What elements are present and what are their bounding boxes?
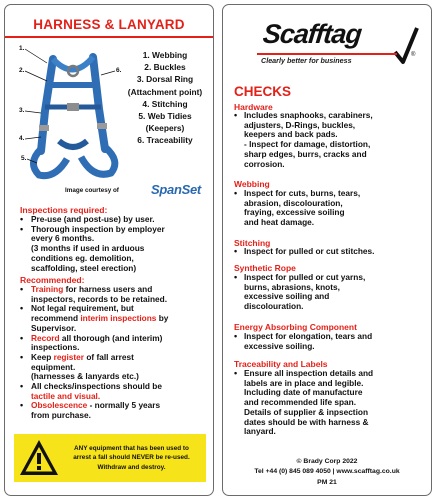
section-stitching-list xyxy=(244,247,426,257)
section-hardware-list xyxy=(244,111,426,169)
list-text: by xyxy=(156,313,169,324)
checks-heading: CHECKS xyxy=(234,84,292,99)
card-footer xyxy=(223,457,431,488)
scafftag-logo xyxy=(243,18,419,78)
list-item: (harnesses & lanyards etc.) xyxy=(31,371,139,382)
title-divider xyxy=(5,36,213,38)
section-stitching-heading: Stitching xyxy=(234,238,271,248)
list-item: excessive soiling and xyxy=(244,291,330,302)
list-item: • Not legal requirement, but xyxy=(31,304,211,314)
section-webbing-list xyxy=(244,189,426,228)
list-item: adjusters, D-Rings, buckles, xyxy=(244,119,356,130)
list-item: labels are in place and legible. xyxy=(244,377,364,388)
warning-banner xyxy=(14,434,206,482)
list-text: Keep xyxy=(31,351,54,362)
card-title: HARNESS & LANYARD xyxy=(33,17,185,32)
list-item: equipment. xyxy=(31,361,76,372)
checkmark-icon xyxy=(393,26,419,66)
list-item: • Pre-use (and post-use) by user. xyxy=(31,215,211,225)
list-item: - Inspect for damage, distortion, xyxy=(244,139,371,150)
list-item: Details of supplier & inpsection xyxy=(244,406,369,417)
list-item: • Inspect for pulled or cut stitches. xyxy=(244,247,426,257)
part-web-tidies-note: (Keepers) xyxy=(145,123,185,134)
list-item: corrosion. xyxy=(244,158,285,169)
section-synthetic-rope-heading: Synthetic Rope xyxy=(234,263,296,273)
callout-3: 3. xyxy=(19,107,25,114)
list-item: keepers and back pads. xyxy=(244,129,338,140)
svg-text:®: ® xyxy=(411,52,416,58)
list-item: • Inspect for pulled or cut yarns, xyxy=(244,273,426,283)
list-item: dates should be with harness & xyxy=(244,416,369,427)
callout-2: 2. xyxy=(19,67,25,74)
callout-5: 5. xyxy=(21,155,27,162)
training-label: Training xyxy=(31,284,64,294)
list-item: conditions eg. demolition, xyxy=(31,252,134,263)
section-webbing-heading: Webbing xyxy=(234,179,270,189)
list-item: excessive soiling. xyxy=(244,340,315,351)
list-item: • Ensure all inspection details and xyxy=(244,369,426,379)
list-item: from purchase. xyxy=(31,410,91,421)
list-item: burns, abrasions, knots, xyxy=(244,281,340,292)
part-traceability: 6. Traceability xyxy=(137,135,193,146)
list-text: for harness users and xyxy=(63,284,153,294)
part-dorsal-ring-note: (Attachment point) xyxy=(127,86,203,97)
list-item: • Includes snaphooks, carabiners, xyxy=(244,111,426,121)
section-synthetic-rope-list xyxy=(244,273,426,312)
callout-6: 6. xyxy=(116,67,122,74)
image-credit: Image courtesy of xyxy=(65,187,119,194)
list-item: and heat damage. xyxy=(244,217,315,228)
warning-triangle-icon xyxy=(17,436,61,480)
list-item: discolouration. xyxy=(244,301,304,312)
section-traceability-heading: Traceability and Labels xyxy=(234,359,328,369)
callout-1: 1. xyxy=(19,45,25,52)
spanset-logo: SpanSet xyxy=(151,182,201,197)
callout-4: 4. xyxy=(19,135,25,142)
list-item: abrasion, discolouration, xyxy=(244,197,343,208)
list-text: recommend xyxy=(31,313,81,324)
list-item: Supervisor. xyxy=(31,322,77,333)
part-webbing: 1. Webbing xyxy=(142,50,188,60)
part-dorsal-ring: 3. Dorsal Ring xyxy=(136,74,194,85)
copyright-text: © Brady Corp 2022 xyxy=(296,458,358,465)
list-item: and recommended life span. xyxy=(244,397,357,408)
list-item: (3 months if used in arduous xyxy=(31,243,145,254)
recommended-heading: Recommended: xyxy=(20,275,85,285)
logo-tagline: Clearly better for business xyxy=(261,56,352,65)
list-item: Including date of manufacture xyxy=(244,387,363,398)
list-item: • Inspect for elongation, tears and xyxy=(244,332,426,342)
list-item: • Inspect for cuts, burns, tears, xyxy=(244,189,426,199)
logo-wordmark: Scafftag xyxy=(261,19,363,49)
part-buckles: 2. Buckles xyxy=(144,62,186,73)
warning-line: Withdraw and destroy. xyxy=(97,463,166,471)
contact-text: Tel +44 (0) 845 089 4050 | www.scafftag.co.uk xyxy=(254,468,400,476)
list-text: all thorough (and interim) xyxy=(59,332,163,343)
section-hardware-heading: Hardware xyxy=(234,102,273,112)
section-energy-absorbing-heading: Energy Absorbing Component xyxy=(234,322,357,332)
harness-illustration xyxy=(19,41,127,181)
list-item: sharp edges, burrs, cracks and xyxy=(244,148,367,159)
list-item: fraying, excessive soiling xyxy=(244,207,345,218)
warning-line: arrest a fall should NEVER be re-used. xyxy=(73,454,190,462)
parts-list xyxy=(117,49,213,147)
warning-line: ANY equipment that has been used to xyxy=(74,444,189,452)
warning-text xyxy=(61,444,206,473)
list-item: inspectors, records to be retained. xyxy=(31,293,168,304)
list-item: inspections. xyxy=(31,342,80,353)
obsolescence-label: Obsolescence xyxy=(31,400,88,411)
checks-card xyxy=(222,4,432,496)
product-code: PM 21 xyxy=(317,478,337,486)
inspections-heading: Inspections required: xyxy=(20,205,108,215)
harness-lanyard-card xyxy=(4,4,214,496)
list-text: - normally 5 years xyxy=(87,400,161,411)
list-item: lanyard. xyxy=(244,426,276,437)
recommended-list xyxy=(31,285,211,421)
list-item: every 6 months. xyxy=(31,233,95,244)
part-web-tidies: 5. Web Tidies xyxy=(138,111,192,122)
list-item: • Thorough inspection by employer xyxy=(31,225,211,235)
section-energy-absorbing-list xyxy=(244,332,426,351)
list-item: tactile and visual. xyxy=(31,390,101,401)
interim-label: interim inspections xyxy=(80,313,157,324)
part-stitching: 4. Stitching xyxy=(142,98,188,109)
register-label: register xyxy=(53,351,85,362)
list-item: • All checks/inspections should be xyxy=(31,382,211,392)
list-item: scaffolding, steel erection) xyxy=(31,262,137,273)
section-traceability-list xyxy=(244,369,426,437)
list-text: of fall arrest xyxy=(84,351,134,362)
inspections-list xyxy=(31,215,211,273)
record-label: Record xyxy=(31,332,60,343)
